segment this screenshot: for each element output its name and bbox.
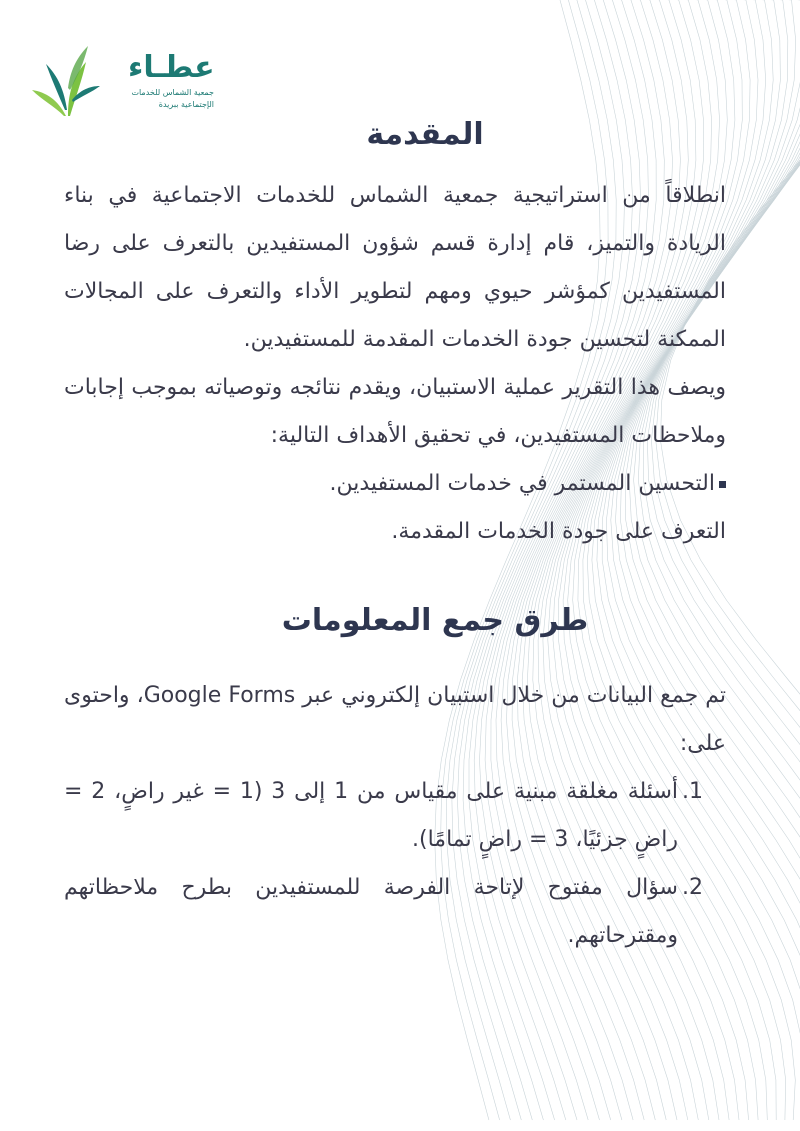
goal-item (64, 508, 726, 556)
logo-subtitle: جمعية الشماس للخدمات (131, 88, 214, 97)
logo-subtitle-city: الإجتماعية ببريدة (158, 100, 214, 109)
list-item (64, 864, 726, 960)
organization-logo (28, 40, 215, 120)
list-item-number: 2. (682, 875, 703, 900)
list-item-text: أسئلة مغلقة مبنية على مقياس من 1 إلى 3 (1 = غير راضٍ، 2 = راضٍ جزئيًا، 3 = راضٍ تمامًا). (64, 779, 679, 852)
section-title-introduction: المقدمة (366, 117, 484, 152)
goal-item (64, 460, 726, 508)
question-types-list (64, 768, 726, 960)
section-title-data-collection: طرق جمع المعلومات (281, 603, 589, 638)
list-item-text: سؤال مفتوح لإتاحة الفرصة للمستفيدين بطرح ملاحظاتهم ومقترحاتهم. (64, 875, 678, 948)
document-content (64, 110, 726, 960)
bullet-square-icon (719, 481, 726, 488)
goal-text: التعرف على جودة الخدمات المقدمة. (391, 519, 726, 544)
logo-name: عطـاء (128, 50, 215, 85)
data-collection-paragraph: تم جمع البيانات من خلال استبيان إلكتروني عبر Google Forms، واحتوى على: (64, 683, 726, 756)
report-description-paragraph: ويصف هذا التقرير عملية الاستبيان، ويقدم نتائجه وتوصياته بموجب إجابات وملاحظات المستفيدين، في تحقيق الأهداف التالية: (64, 375, 726, 448)
list-item (64, 768, 726, 864)
intro-paragraph: انطلاقاً من استراتيجية جمعية الشماس للخدمات الاجتماعية في بناء الريادة والتميز، قام إدارة قسم شؤون المستفيدين بالتعرف على رضا المستفيدين كمؤشر حيوي ومهم لتطوير الأداء والتعرف على المجالات الممكنة لتحسين جودة الخدمات المقدمة للمستفيدين. (64, 183, 726, 352)
list-item-number: 1. (682, 779, 703, 804)
goal-text: التحسين المستمر في خدمات المستفيدين. (329, 471, 715, 496)
leaf-sprout-icon (28, 40, 100, 118)
